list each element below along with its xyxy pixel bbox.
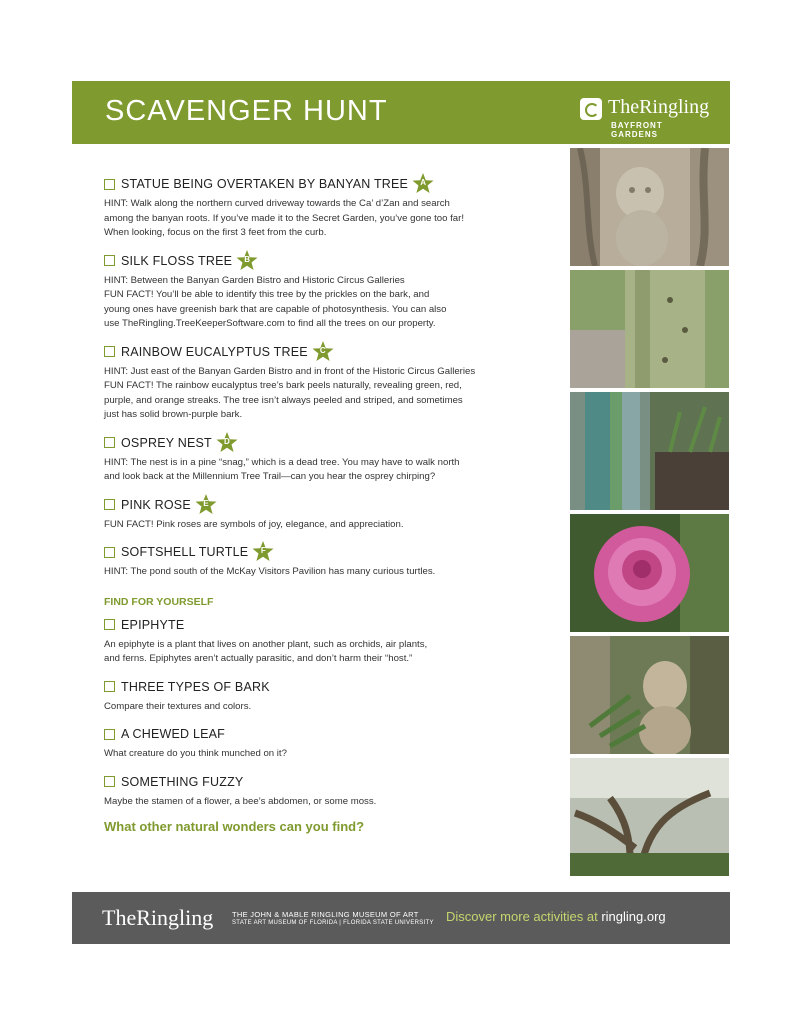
find-section-label: FIND FOR YOURSELF <box>104 595 214 608</box>
checkbox[interactable] <box>104 776 115 787</box>
checklist-item <box>104 432 569 485</box>
item-title: RAINBOW EUCALYPTUS TREE <box>121 344 308 359</box>
checkbox[interactable] <box>104 255 115 266</box>
photo-pink-rose <box>570 514 729 632</box>
hint-line: FUN FACT! The rainbow eucalyptus tree’s bark peels naturally, revealing green, red, <box>104 380 462 391</box>
item-title: OSPREY NEST <box>121 435 212 450</box>
badge-letter: D <box>224 436 230 446</box>
badge-letter: B <box>244 254 251 264</box>
item-hint <box>104 518 569 533</box>
checklist-item <box>104 494 569 533</box>
hint-line: Maybe the stamen of a flower, a bee’s abdomen, or some moss. <box>104 795 377 807</box>
photo-live-oak-moss <box>570 758 729 876</box>
item-header <box>104 173 569 195</box>
checkbox[interactable] <box>104 437 115 448</box>
star-badge-icon <box>412 173 434 195</box>
footer-cta <box>446 909 666 924</box>
checklist-item <box>104 250 569 332</box>
hint-line: FUN FACT! You’ll be able to identify this tree by the prickles on the bark, and <box>104 289 430 300</box>
hint-line: use TheRingling.TreeKeeperSoftware.com to find all the trees on our property. <box>104 318 436 329</box>
checklist-item <box>104 771 569 810</box>
item-hint <box>104 274 569 332</box>
hint-line: HINT: Between the Banyan Garden Bistro and Historic Circus Galleries <box>104 274 405 286</box>
checklist-item <box>104 341 569 423</box>
cta-prefix: Discover more activities at <box>446 909 602 924</box>
hint-line: What creature do you think munched on it? <box>104 748 287 759</box>
ringling-logo <box>580 96 710 139</box>
item-header <box>104 341 569 363</box>
checkbox[interactable] <box>104 619 115 630</box>
photo-silk-floss-tree <box>570 270 729 388</box>
checklist-item <box>104 173 569 241</box>
checkbox[interactable] <box>104 179 115 190</box>
logo-name: TheRingling <box>608 96 710 118</box>
item-hint <box>104 197 569 241</box>
checkbox[interactable] <box>104 729 115 740</box>
hint-line: FUN FACT! Pink roses are symbols of joy, elegance, and appreciation. <box>104 518 404 530</box>
footer-brand: TheRingling <box>102 905 214 930</box>
item-header <box>104 771 569 793</box>
item-hint <box>104 456 569 485</box>
item-hint <box>104 365 569 423</box>
closing-question: What other natural wonders can you find? <box>104 819 365 834</box>
item-hint <box>104 700 569 715</box>
item-header <box>104 494 569 516</box>
badge-letter: E <box>203 498 209 508</box>
star-badge-icon <box>195 494 217 516</box>
photo-column <box>570 148 729 880</box>
item-title: A CHEWED LEAF <box>121 727 226 741</box>
museum-line-2: STATE ART MUSEUM OF FLORIDA | FLORIDA STATE UNIVERSITY <box>232 920 434 926</box>
checklist <box>104 173 569 834</box>
badge-letter: C <box>319 345 326 355</box>
museum-line-1: THE JOHN & MABLE RINGLING MUSEUM OF ART <box>232 910 419 919</box>
item-header <box>104 723 569 745</box>
scavenger-hunt-sheet <box>72 81 730 944</box>
item-title: STATUE BEING OVERTAKEN BY BANYAN TREE <box>121 177 409 191</box>
footer-bar <box>72 892 730 944</box>
item-title: SILK FLOSS TREE <box>121 253 233 268</box>
photo-banyan-statue <box>570 148 729 266</box>
hint-line: HINT: Just east of the Banyan Garden Bistro and in front of the Historic Circus Galleries <box>104 365 476 377</box>
hint-line: among the banyan roots. If you’ve made it to the Secret Garden, you’ve gone too far! <box>104 212 464 224</box>
item-title: SOMETHING FUZZY <box>121 774 244 789</box>
item-title: PINK ROSE <box>121 497 191 512</box>
hint-line: HINT: Walk along the northern curved driveway towards the Ca’ d’Zan and search <box>104 198 450 209</box>
item-hint <box>104 795 569 810</box>
item-title: EPIPHYTE <box>121 617 185 632</box>
badge-letter: F <box>260 546 266 555</box>
hint-line: and look back at the Millennium Tree Trail—can you hear the osprey chirping? <box>104 471 436 482</box>
logo-subtitle: BAYFRONT GARDENS <box>611 121 663 139</box>
checklist-item <box>104 723 569 762</box>
item-header <box>104 250 569 272</box>
item-header <box>104 432 569 454</box>
item-hint <box>104 747 569 762</box>
header-banner <box>72 81 730 144</box>
hint-line: just has solid brown-purple bark. <box>104 409 243 420</box>
cta-link[interactable]: ringling.org <box>601 909 666 924</box>
item-header <box>104 614 569 636</box>
photo-rainbow-eucalyptus <box>570 392 729 510</box>
page-title: SCAVENGER HUNT <box>105 95 388 127</box>
checkbox[interactable] <box>104 547 115 558</box>
hint-line: purple, and orange streaks. The tree isn’t always peeled and striped, and sometimes <box>104 394 463 406</box>
checkbox[interactable] <box>104 346 115 357</box>
hint-line: young ones have greenish bark that are capable of photosynthesis. You can also <box>104 303 447 315</box>
item-hint <box>104 638 569 667</box>
hint-line: HINT: The pond south of the McKay Visitors Pavilion has many curious turtles. <box>104 566 436 577</box>
photo-epiphyte-statue <box>570 636 729 754</box>
item-title: THREE TYPES OF BARK <box>121 679 270 694</box>
museum-name <box>232 910 434 928</box>
hint-line: An epiphyte is a plant that lives on another plant, such as orchids, air plants, <box>104 638 428 650</box>
checkbox[interactable] <box>104 681 115 692</box>
item-hint <box>104 565 569 580</box>
checkbox[interactable] <box>104 499 115 510</box>
star-badge-icon <box>216 432 238 454</box>
hint-line: Compare their textures and colors. <box>104 700 252 712</box>
hint-line: HINT: The nest is in a pine “snag,” which is a dead tree. You may have to walk north <box>104 456 460 468</box>
checklist-item <box>104 541 569 580</box>
star-badge-icon <box>252 541 274 563</box>
item-title: SOFTSHELL TURTLE <box>121 545 249 559</box>
item-header <box>104 676 569 698</box>
checklist-item <box>104 676 569 715</box>
checklist-item <box>104 614 569 667</box>
hint-line: When looking, focus on the first 3 feet from the curb. <box>104 227 327 238</box>
badge-letter: A <box>420 178 426 187</box>
hint-line: and ferns. Epiphytes aren’t actually parasitic, and don’t harm their “host.” <box>104 653 413 664</box>
item-header <box>104 541 569 563</box>
swirl-logo-icon <box>580 98 602 120</box>
star-badge-icon <box>312 341 334 363</box>
star-badge-icon <box>236 250 258 272</box>
